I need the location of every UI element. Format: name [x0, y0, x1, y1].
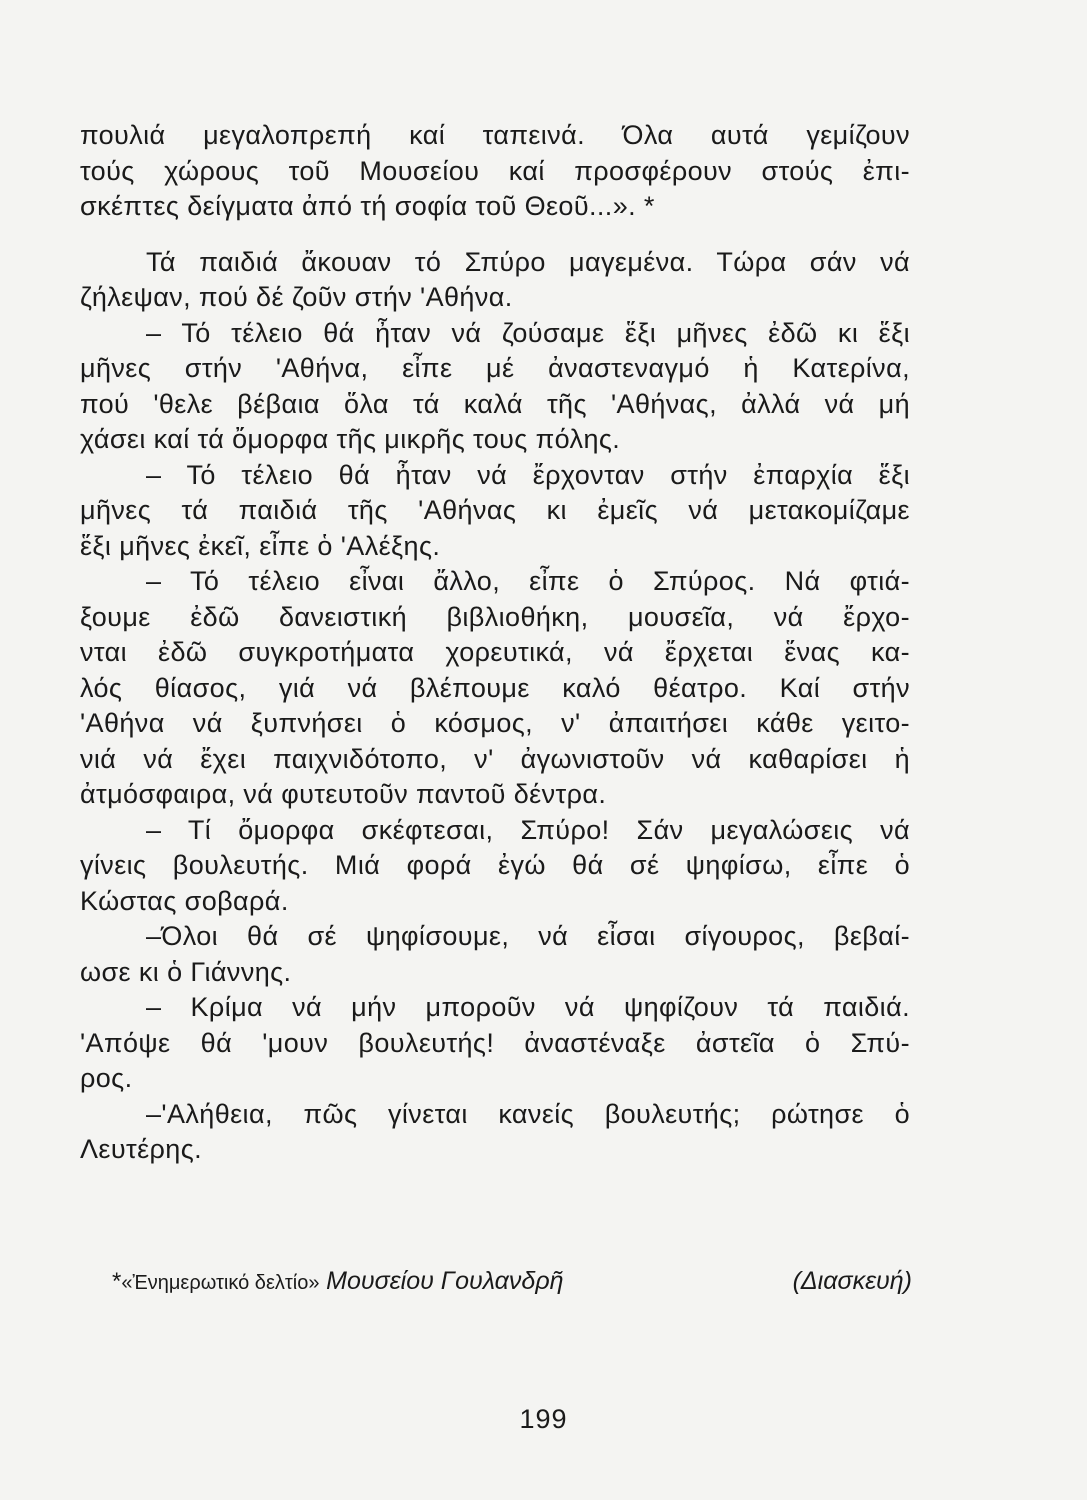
- footnote-source: Μουσείου Γουλανδρῆ: [326, 1267, 564, 1295]
- text-line: Λευτέρης.: [80, 1134, 203, 1164]
- text-line: γίνεις βουλευτής. Μιά φορά ἐγώ θά σέ ψηφίσω, εἶπε ὁ: [80, 850, 910, 880]
- text-line: 'Απόψε θά 'μουν βουλευτής! ἀναστέναξε ἀστεῖα ὁ Σπύ-: [80, 1027, 910, 1058]
- footnote-note: (Διασκευή): [792, 1267, 912, 1295]
- text-line: ρος.: [80, 1063, 133, 1093]
- page-number: 199: [519, 1404, 568, 1434]
- text-line: μῆνες τά παιδιά τῆς 'Αθήνας κι ἐμεῖς νά μετακομίζαμε: [80, 495, 910, 525]
- text-line: μῆνες στήν 'Αθήνα, εἶπε μέ ἀναστεναγμό ἡ Κατερίνα,: [80, 353, 910, 383]
- text-line: νιά νά ἔχει παιχνιδότοπο, ν' ἀγωνιστοῦν νά καθαρίσει ἡ: [80, 743, 910, 774]
- text-line: – Τί ὄμορφα σκέφτεσαι, Σπύρο! Σάν μεγαλώσεις νά: [146, 814, 910, 845]
- footnote: [112, 1266, 912, 1298]
- text-line: ωσε κι ὁ Γιάννης.: [80, 956, 292, 987]
- text-line: –Όλοι θά σέ ψηφίσουμε, νά εἶσαι σίγουρος, βεβαί-: [146, 921, 910, 951]
- body-text: [80, 118, 910, 1168]
- text-line: πού 'θελε βέβαια ὅλα τά καλά τῆς 'Αθήνας, ἀλλά νά μή: [80, 388, 910, 419]
- footnote-marker: *: [112, 1268, 122, 1295]
- text-line: –'Αλήθεια, πῶς γίνεται κανείς βουλευτής; ρώτησε ὁ: [146, 1098, 910, 1129]
- text-line: – Τό τέλειο εἶναι ἄλλο, εἶπε ὁ Σπύρος. Νά φτιά-: [146, 566, 910, 596]
- text-line: λός θίασος, γιά νά βλέπουμε καλό θέατρο. Καί στήν: [80, 672, 910, 703]
- text-line: – Τό τέλειο θά ἦταν νά ζούσαμε ἕξι μῆνες ἐδῶ κι ἕξι: [146, 317, 910, 348]
- paragraph-gap: [80, 225, 910, 245]
- text-line: ξουμε ἐδῶ δανειστική βιβλιοθήκη, μουσεῖα, νά ἔρχο-: [80, 601, 910, 632]
- footnote-quote: «Ἐνημερωτικό δελτίο»: [121, 1272, 320, 1294]
- text-line: – Κρίμα νά μήν μποροῦν νά ψηφίζουν τά παιδιά.: [146, 992, 910, 1022]
- text-line: χάσει καί τά ὄμορφα τῆς μικρῆς τους πόλης.: [80, 424, 621, 454]
- text-line: ἀτμόσφαιρα, νά φυτευτοῦν παντοῦ δέντρα.: [80, 779, 607, 809]
- text-line: τούς χώρους τοῦ Μουσείου καί προσφέρουν στούς ἐπι-: [80, 155, 910, 186]
- text-line: ζήλεψαν, πού δέ ζοῦν στήν 'Αθήνα.: [80, 282, 513, 312]
- text-line: σκέπτες δείγματα ἀπό τή σοφία τοῦ Θεοῦ...». *: [80, 191, 655, 221]
- text-line: νται ἐδῶ συγκροτήματα χορευτικά, νά ἔρχεται ἕνας κα-: [80, 637, 910, 667]
- text-line: πουλιά μεγαλοπρεπή καί ταπεινά. Όλα αυτά γεμίζουν: [80, 120, 910, 150]
- text-line: – Τό τέλειο θά ἦταν νά ἔρχονταν στήν ἐπαρχία ἕξι: [146, 459, 910, 490]
- text-line: ἕξι μῆνες ἐκεῖ, εἶπε ὁ 'Αλέξης.: [80, 530, 441, 561]
- text-line: Κώστας σοβαρά.: [80, 885, 289, 916]
- text-line: 'Αθήνα νά ξυπνήσει ὁ κόσμος, ν' ἀπαιτήσει κάθε γειτο-: [80, 708, 910, 738]
- text-line: Τά παιδιά ἄκουαν τό Σπύρο μαγεμένα. Τώρα σάν νά: [146, 246, 910, 277]
